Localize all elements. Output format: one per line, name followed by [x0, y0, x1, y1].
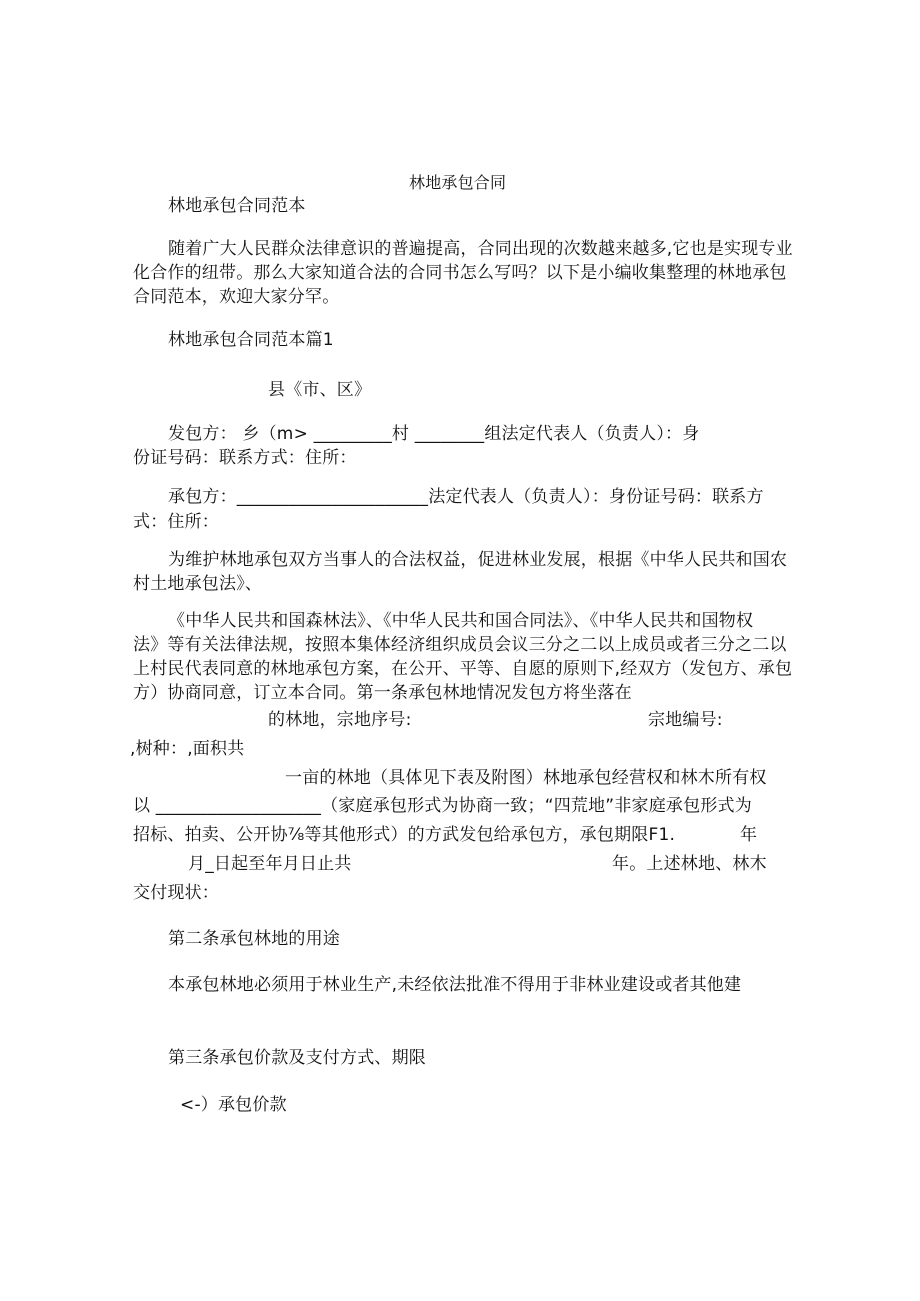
paragraph-line: 县《市、区》 — [268, 380, 372, 400]
paragraph-line: 为维护林地承包双方当事人的合法权益，促进林业发展，根据《中华人民共和国农 — [168, 550, 788, 570]
subtitle: 林地承包合同范本 — [168, 196, 306, 216]
paragraph-line: ,树种：,面积共 — [130, 739, 245, 759]
paragraph-line: 《中华人民共和国森林法》、《中华人民共和国合同法》、《中华人民共和国物权 — [168, 611, 754, 631]
paragraph-line: 随着广大人民群众法律意识的普遍提高，合同出现的次数越来越多,它也是实现专业 — [168, 239, 793, 259]
paragraph-line: 本承包林地必须用于林业生产,未经依法批准不得用于非林业建设或者其他建 — [168, 975, 742, 995]
paragraph-line: 的林地，宗地序号: — [268, 710, 412, 730]
section-heading: 第三条承包价款及支付方式、期限 — [168, 1048, 426, 1068]
paragraph-line: 招标、拍卖、公开协⅞等其他形式）的方武发包给承包方，承包期限F1. — [133, 825, 676, 845]
paragraph-line: 一亩的林地（具体见下表及附图）林地承包经营权和林木所有权 — [285, 768, 767, 788]
paragraph-line: 承包方：______________________法定代表人（负责人）：身份证号码：联系方 — [168, 487, 764, 507]
paragraph-line: 发包方： 乡（m> _________村 ________组法定代表人（负责人）：身 — [168, 424, 700, 444]
paragraph-line: 年 — [740, 825, 758, 845]
paragraph-line: 式：住所： — [133, 512, 219, 532]
subsection-heading: <-）承包价款 — [180, 1095, 287, 1115]
document-title: 林地承包合同 — [409, 173, 507, 192]
paragraph-line: 宗地编号: — [648, 710, 723, 730]
paragraph-line: 份证号码：联系方式：住所： — [133, 448, 357, 468]
paragraph-line: 村土地承包法》、 — [133, 574, 263, 594]
paragraph-line: 上村民代表同意的林地承包方案，在公开、平等、自愿的原则下,经双方（发包方、承包 — [133, 659, 793, 679]
paragraph-line: 法》等有关法律法规，按照本集体经济组织成员会议三分之二以上成员或者三分之二以 — [133, 635, 787, 655]
paragraph-line: 交付现状： — [133, 883, 219, 903]
paragraph-line: 年。上述林地、林木 — [612, 854, 767, 874]
section-heading: 林地承包合同范本篇1 — [168, 330, 334, 350]
paragraph-line: 方）协商同意，订立本合同。第一条承包林地情况发包方将坐落在 — [133, 683, 632, 703]
paragraph-line: 化合作的纽带。那么大家知道合法的合同书怎么写吗？以下是小编收集整理的林地承包 — [133, 263, 787, 283]
paragraph-line: 合同范本，欢迎大家分罕。 — [133, 287, 340, 307]
section-heading: 第二条承包林地的用途 — [168, 929, 340, 949]
paragraph-line: 以 ___________________（家庭承包形式为协商一致；“四荒地”非家庭承包形式为 — [133, 796, 752, 816]
paragraph-line: 月_日起至年月日止共 — [188, 854, 352, 874]
